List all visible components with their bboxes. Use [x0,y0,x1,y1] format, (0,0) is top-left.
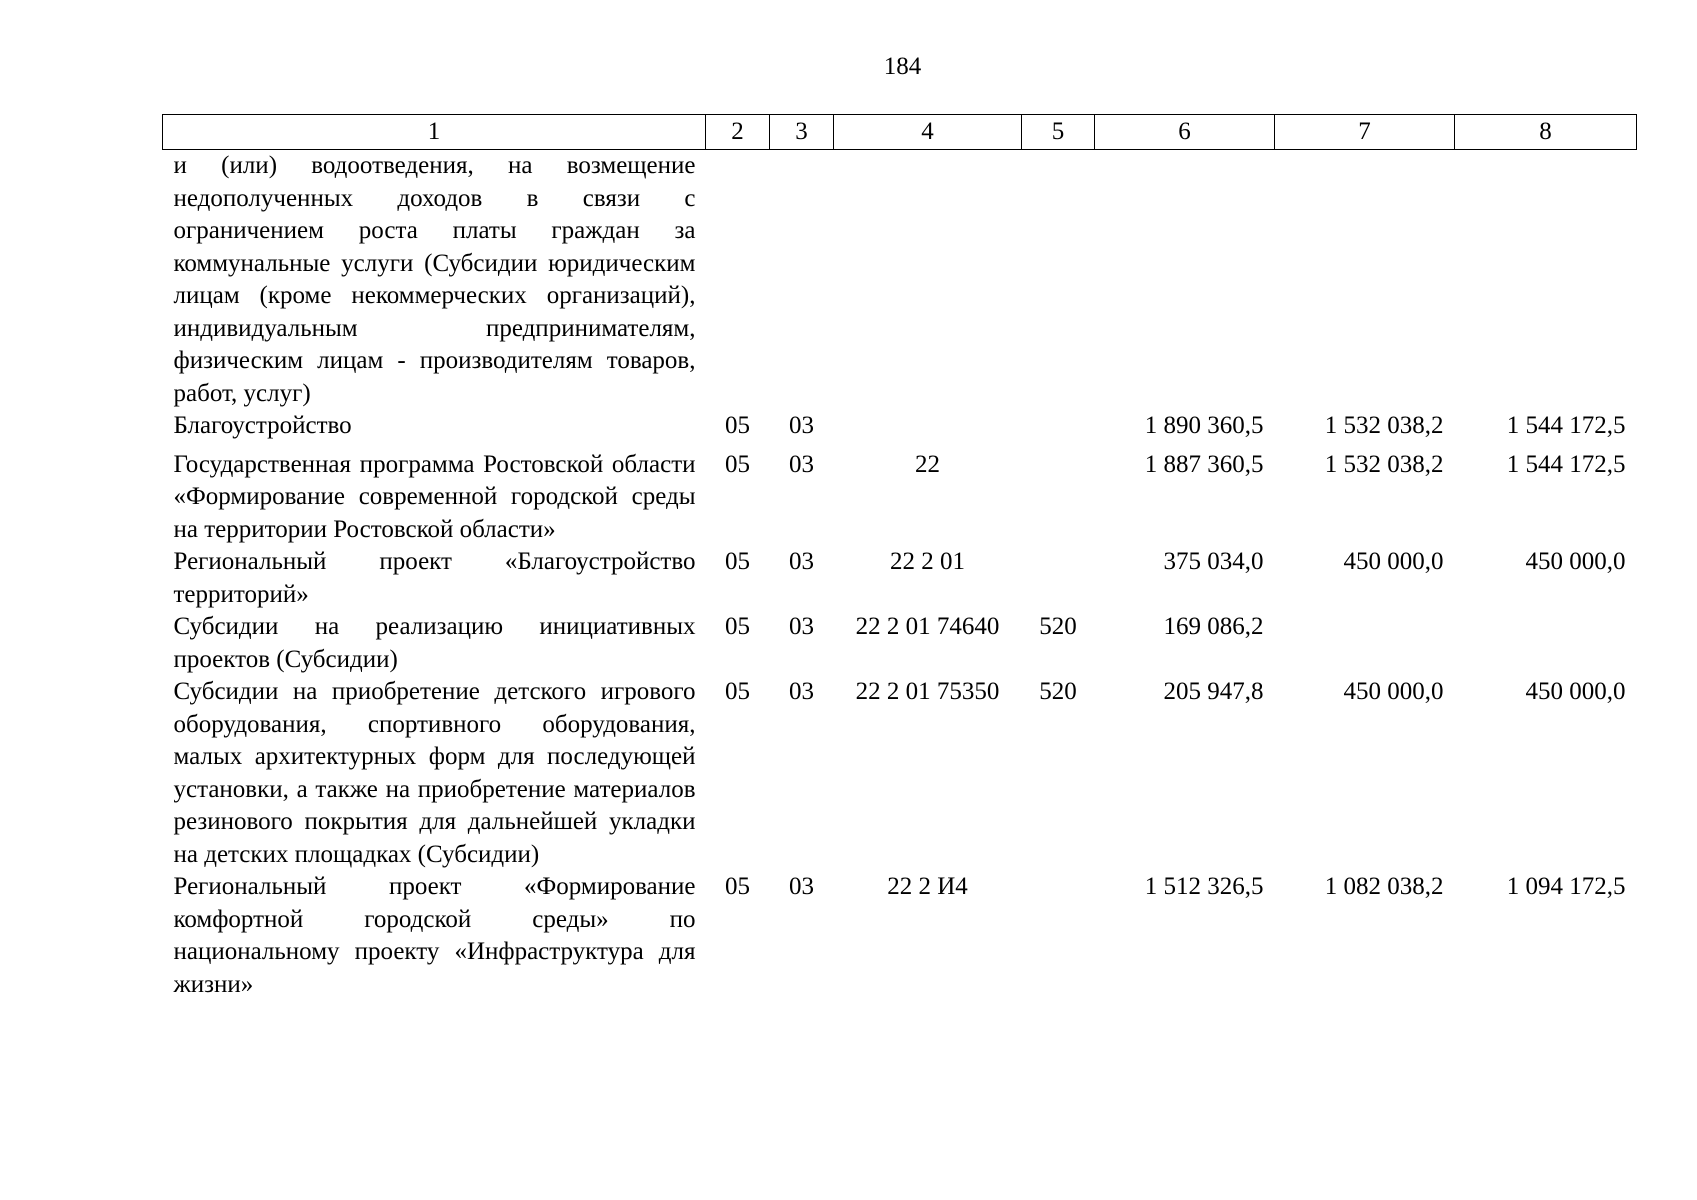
amount-col-7 [1275,150,1455,411]
header-cell-3: 3 [770,115,834,150]
amount-col-8: 450 000,0 [1525,678,1626,705]
amount-col-8 [1455,150,1637,411]
amount-col-7: 1 532 038,2 [1324,412,1444,439]
target-article-code: 22 [915,450,940,478]
header-cell-2: 2 [706,115,770,150]
item-name: Субсидии на реализацию инициативных проектов (Субсидии) [173,613,696,673]
item-name: Благоустройство [173,412,352,439]
section-code: 05 [725,450,750,478]
amount-col-8: 450 000,0 [1525,548,1626,575]
item-name: Региональный проект «Благоустройство территорий» [173,548,696,608]
item-name: и (или) водоотведения, на возмещение недополученных доходов в связи с ограничением роста платы граждан за коммунальные услуги (Субсидии юридическим лицам (кроме некоммерческих организаций), индивидуальным предпринимателям, физическим лицам - производителям товаров, работ, услуг) [173,152,696,407]
budget-table [162,114,1637,1001]
amount-col-7: 1 532 038,2 [1324,450,1444,478]
subsection-code: 03 [789,412,814,439]
section-code [706,150,770,411]
target-article-code: 22 2 01 [890,548,965,575]
header-cell-5: 5 [1022,115,1095,150]
expense-type-code [1022,443,1095,547]
target-article-code: 22 2 01 75350 [855,678,1000,705]
amount-col-6: 375 034,0 [1163,548,1264,575]
section-code: 05 [725,548,750,575]
page-number: 184 [883,53,922,80]
table-header [163,115,1637,150]
target-article-code [834,410,1022,443]
item-name: Государственная программа Ростовской области «Формирование современной городской среды на территории Ростовской области» [173,450,696,543]
amount-col-6: 169 086,2 [1163,613,1264,640]
section-code: 05 [725,678,750,705]
table-row [163,871,1637,1001]
table-row [163,676,1637,871]
amount-col-7: 450 000,0 [1343,548,1444,575]
subsection-code: 03 [789,450,814,478]
header-cell-8: 8 [1455,115,1637,150]
table-row [163,546,1637,611]
amount-col-8: 1 544 172,5 [1506,450,1626,478]
expense-type-code [1022,150,1095,411]
expense-type-code [1022,546,1095,611]
table-row [163,611,1637,676]
target-article-code: 22 2 01 74640 [855,613,1000,640]
subsection-code: 03 [789,678,814,705]
subsection-code: 03 [789,548,814,575]
section-code: 05 [725,412,750,439]
amount-col-6: 1 890 360,5 [1144,412,1264,439]
header-cell-6: 6 [1095,115,1275,150]
item-name: Региональный проект «Формирование комфортной городской среды» по национальному проекту «Инфраструктура для жизни» [173,873,696,998]
expense-type-code: 520 [1039,678,1077,705]
table-row [163,410,1637,443]
item-name: Субсидии на приобретение детского игрового оборудования, спортивного оборудования, малых архитектурных форм для последующей установки, а также на приобретение материалов резинового покрытия для дальнейшей укладки на детских площадках (Субсидии) [173,678,696,868]
amount-col-6 [1095,150,1275,411]
table-row [163,443,1637,547]
expense-type-code [1022,871,1095,1001]
expense-type-code: 520 [1039,613,1077,640]
expense-type-code [1022,410,1095,443]
subsection-code [770,150,834,411]
subsection-code: 03 [789,613,814,640]
target-article-code [834,150,1022,411]
amount-col-7: 1 082 038,2 [1324,873,1444,900]
amount-col-6: 1 887 360,5 [1144,450,1264,478]
amount-col-6: 205 947,8 [1163,678,1264,705]
amount-col-7 [1275,611,1455,676]
amount-col-8: 1 094 172,5 [1506,873,1626,900]
amount-col-6: 1 512 326,5 [1144,873,1264,900]
amount-col-8: 1 544 172,5 [1506,412,1626,439]
target-article-code: 22 2 И4 [887,873,968,900]
section-code: 05 [725,613,750,640]
header-cell-4: 4 [834,115,1022,150]
header-row [163,115,1637,150]
section-code: 05 [725,873,750,900]
amount-col-7: 450 000,0 [1343,678,1444,705]
table-body [163,150,1637,1002]
subsection-code: 03 [789,873,814,900]
header-cell-7: 7 [1275,115,1455,150]
table-row [163,150,1637,411]
header-cell-1: 1 [163,115,706,150]
amount-col-8 [1455,611,1637,676]
